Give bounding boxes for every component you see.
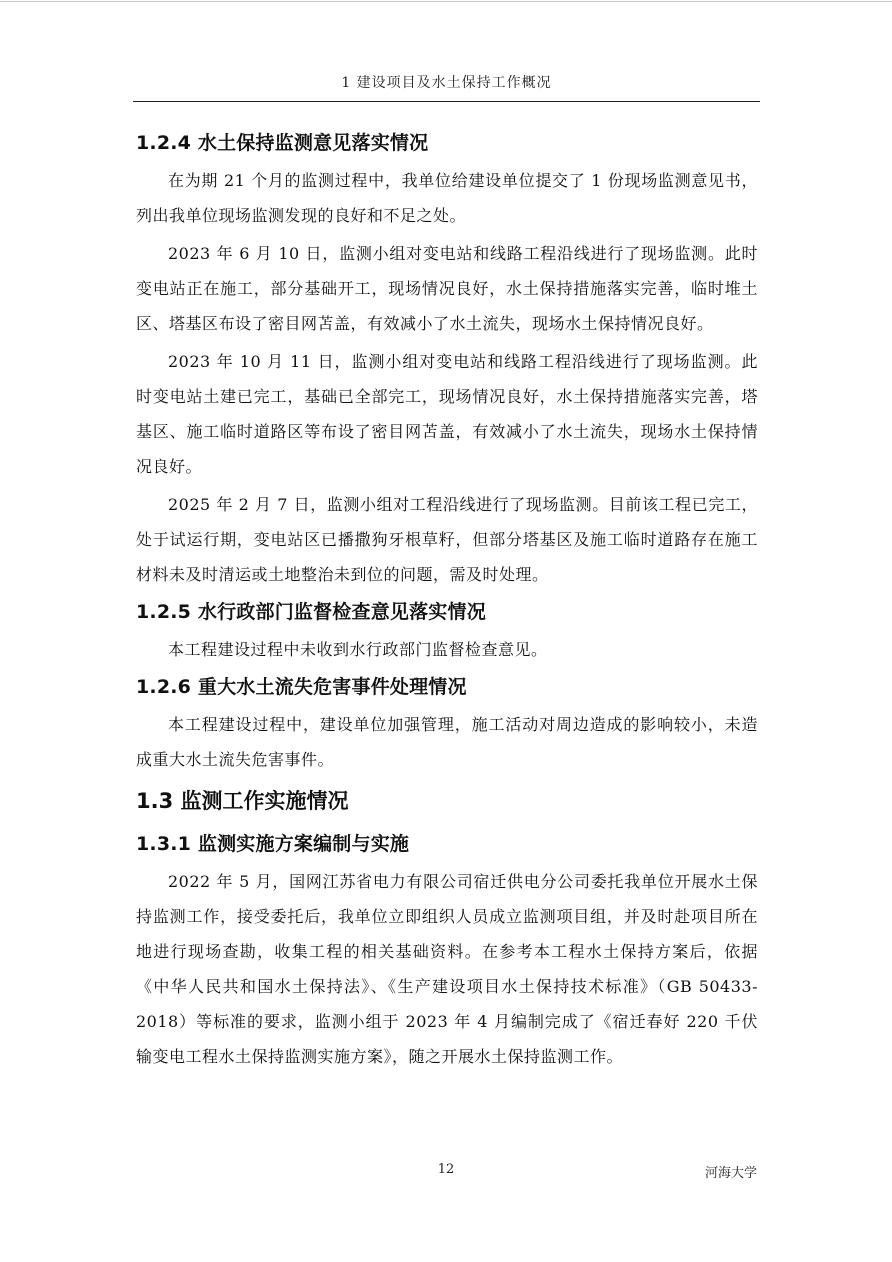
running-header: 1 建设项目及水土保持工作概况 [341,75,552,91]
section-heading-1-2-5: 1.2.5 水行政部门监督检查意见落实情况 [136,601,486,623]
header-divider [133,101,760,102]
paragraph: 2023 年 10 月 11 日，监测小组对变电站和线路工程沿线进行了现场监测。此时变电站土建已完工，基础已全部完工，现场情况良好，水土保持措施落实完善，塔基区、施工临时道路区等布设了密目网苫盖，有效减小了水土流失，现场水土保持情况良好。 [136,352,758,476]
page-number: 12 [437,1162,455,1177]
page-body [136,126,758,1077]
paragraph: 在为期 21 个月的监测过程中，我单位给建设单位提交了 1 份现场监测意见书，列出我单位现场监测发现的良好和不足之处。 [136,171,758,225]
paragraph: 2023 年 6 月 10 日，监测小组对变电站和线路工程沿线进行了现场监测。此时变电站正在施工，部分基础开工，现场情况良好，水土保持措施落实完善，临时堆土区、塔基区布设了密目网苫盖，有效减小了水土流失，现场水土保持情况良好。 [136,244,758,333]
section-heading-1-3: 1.3 监测工作实施情况 [136,789,349,813]
paragraph: 本工程建设过程中，建设单位加强管理，施工活动对周边造成的影响较小，未造成重大水土流失危害事件。 [136,715,758,769]
paragraph: 2025 年 2 月 7 日，监测小组对工程沿线进行了现场监测。目前该工程已完工，处于试运行期，变电站区已播撒狗牙根草籽，但部分塔基区及施工临时道路存在施工材料未及时清运或土地整治未到位的问题，需及时处理。 [136,495,758,584]
paragraph: 本工程建设过程中未收到水行政部门监督检查意见。 [168,640,548,659]
paragraph: 2022 年 5 月，国网江苏省电力有限公司宿迁供电分公司委托我单位开展水土保持监测工作，接受委托后，我单位立即组织人员成立监测项目组，并及时赴项目所在地进行现场查勘，收集工程的相关基础资料。在参考本工程水土保持方案后，依据《中华人民共和国水土保持法》、《生产建设项目水土保持技术标准》（GB 50433-2018）等标准的要求，监测小组于 2023 年 4 月编制完成了《宿迁春好 220 千伏输变电工程水土保持监测实施方案》，随之开展水土保持监测工作。 [136,872,758,1066]
section-heading-1-3-1: 1.3.1 监测实施方案编制与实施 [136,833,410,855]
section-heading-1-2-4: 1.2.4 水土保持监测意见落实情况 [136,132,429,154]
section-heading-1-2-6: 1.2.6 重大水土流失危害事件处理情况 [136,676,467,698]
footer-organization: 河海大学 [704,1166,757,1181]
page-top-border [0,1,892,2]
